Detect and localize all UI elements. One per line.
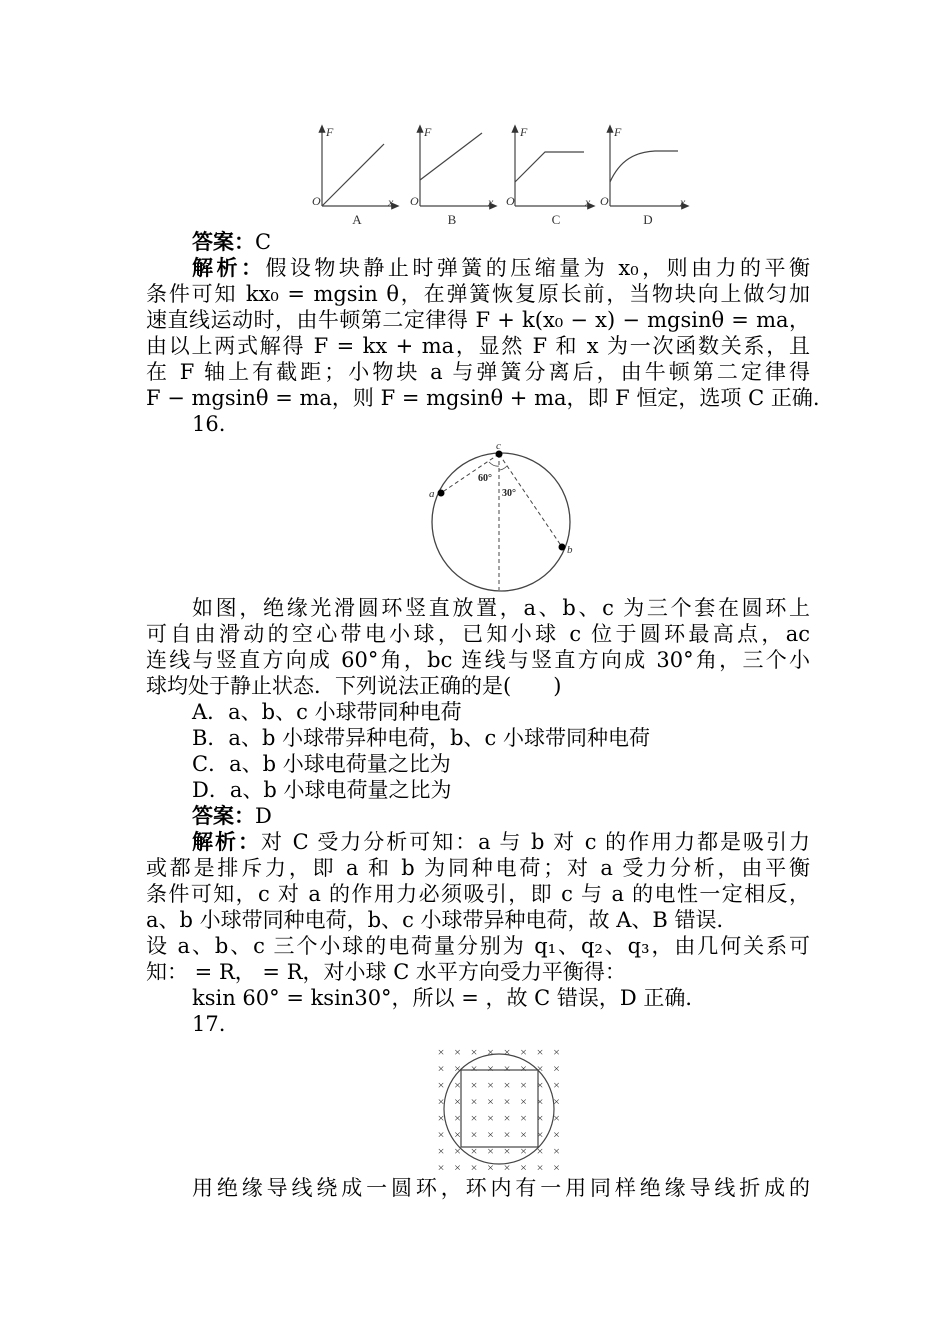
- graph-b-origin: O: [410, 194, 419, 208]
- graph-d-origin: O: [600, 194, 609, 208]
- q16-stem-line-1: 如图，绝缘光滑圆环竖直放置，a、b、c 为三个套在圆环上: [192, 596, 810, 620]
- field-cross: ×: [437, 1078, 445, 1092]
- q16-option-a: A．a、b、c 小球带同种电荷: [192, 700, 462, 724]
- field-cross: ×: [437, 1061, 445, 1076]
- field-cross: ×: [487, 1111, 494, 1125]
- field-cross: ×: [520, 1078, 527, 1092]
- field-cross: ×: [553, 1045, 560, 1059]
- field-cross: ×: [520, 1160, 527, 1175]
- field-cross: ×: [487, 1144, 494, 1158]
- q16-stem-line-2: 可自由滑动的空心带电小球，已知小球 c 位于圆环最高点，ac: [146, 622, 810, 646]
- field-cross: ×: [437, 1160, 445, 1175]
- q16-analysis-line-2: 或都是排斥力，即 a 和 b 为同种电荷；对 a 受力分析，由平衡: [146, 856, 810, 880]
- field-cross: ×: [503, 1045, 511, 1059]
- field-cross: ×: [437, 1094, 445, 1109]
- q15-analysis-line-2: 条件可知 kx₀ = mgsin θ，在弹簧恢复原长前，当物块向上做匀加: [146, 282, 810, 306]
- q17-stem: 用绝缘导线绕成一圆环，环内有一用同样绝缘导线折成的: [192, 1176, 810, 1200]
- field-cross: ×: [553, 1078, 560, 1092]
- graph-c-origin: O: [506, 194, 515, 208]
- q16-option-d: D．a、b 小球电荷量之比为: [192, 778, 452, 802]
- field-cross: ×: [487, 1094, 494, 1109]
- field-cross: ×: [470, 1144, 478, 1158]
- field-cross: ×: [503, 1094, 511, 1109]
- field-cross: ×: [454, 1111, 461, 1125]
- graph-d-axis-x: x: [680, 195, 686, 209]
- point-c-label: c: [496, 440, 501, 452]
- field-cross: ×: [520, 1061, 527, 1076]
- field-cross: ×: [536, 1045, 544, 1059]
- field-cross: ×: [454, 1144, 461, 1158]
- field-cross: ×: [437, 1127, 445, 1142]
- q16-stem-line-4: 球均处于静止状态．下列说法正确的是( ): [146, 674, 562, 698]
- q16-analysis-line-1: 解析：对 C 受力分析可知：a 与 b 对 c 的作用力都是吸引力: [192, 829, 810, 854]
- q16-analysis-line-3: 条件可知，c 对 a 的作用力必须吸引，即 c 与 a 的电性一定相反，: [146, 882, 810, 906]
- field-cross: ×: [503, 1160, 511, 1175]
- field-cross: ×: [536, 1144, 544, 1158]
- field-cross: ×: [454, 1045, 461, 1059]
- field-cross: ×: [487, 1045, 494, 1059]
- field-cross: ×: [454, 1078, 461, 1092]
- q15-answer: 答案：C: [192, 229, 272, 254]
- field-cross: ×: [520, 1045, 527, 1059]
- graph-b-label: B: [447, 212, 457, 227]
- q16-stem-line-3: 连线与竖直方向成 60°角，bc 连线与竖直方向成 30°角，三个小: [146, 648, 810, 672]
- field-cross: ×: [487, 1160, 494, 1175]
- field-cross: ×: [520, 1127, 527, 1142]
- field-cross: ×: [536, 1078, 544, 1092]
- angle-bc-label: 30°: [502, 488, 516, 499]
- field-cross: ×: [520, 1111, 527, 1125]
- q15-analysis-line-5: 在 F 轴上有截距；小物块 a 与弹簧分离后，由牛顿第二定律得: [146, 360, 810, 384]
- field-cross: ×: [470, 1061, 478, 1076]
- q16-option-c: C．a、b 小球电荷量之比为: [192, 752, 451, 776]
- point-b-label: b: [567, 544, 573, 556]
- field-cross: ×: [553, 1111, 560, 1125]
- q15-analysis-line-1: 解析：假设物块静止时弹簧的压缩量为 x₀，则由力的平衡: [192, 255, 811, 280]
- q17-block: [146, 1175, 810, 1201]
- field-cross: ×: [487, 1127, 494, 1142]
- field-cross: ×: [536, 1111, 544, 1125]
- field-cross: ×: [553, 1160, 560, 1175]
- q16-answer: 答案：D: [192, 803, 272, 828]
- graph-c-label: C: [551, 212, 561, 227]
- field-cross: ×: [553, 1094, 560, 1109]
- q16-analysis-line-6: 知： = R， = R，对小球 C 水平方向受力平衡得：: [146, 960, 626, 984]
- q15-analysis-line-6: F − mgsinθ = ma，则 F = mgsinθ + ma，即 F 恒定，选项 C 正确.: [146, 386, 820, 410]
- field-cross: ×: [454, 1061, 461, 1076]
- field-cross: ×: [454, 1094, 461, 1109]
- graph-a-label: A: [352, 212, 362, 227]
- field-cross: ×: [553, 1061, 560, 1076]
- graph-c-axis-y: F: [520, 125, 528, 139]
- field-cross: ×: [470, 1045, 478, 1059]
- q15-analysis-line-3: 速直线运动时，由牛顿第二定律得 F + k(x₀ − x) − mgsinθ = ma，: [146, 308, 810, 332]
- graph-c-axis-x: x: [585, 195, 591, 209]
- field-cross: ×: [470, 1094, 478, 1109]
- graph-d-label: D: [643, 212, 653, 227]
- q16-analysis-line-4: a、b 小球带同种电荷，b、c 小球带异种电荷，故 A、B 错误．: [146, 908, 738, 932]
- q16-analysis-line-7: ksin 60° = ksin30°，所以 = ，故 C 错误，D 正确．: [192, 986, 707, 1010]
- field-cross: ×: [503, 1127, 511, 1142]
- graph-a-axis-x: x: [388, 195, 394, 209]
- field-cross: ×: [470, 1160, 478, 1175]
- graph-d-axis-y: F: [614, 125, 622, 139]
- q16-option-b: B．a、b 小球带异种电荷，b、c 小球带同种电荷: [192, 726, 650, 750]
- field-cross: ×: [470, 1127, 478, 1142]
- graph-a-axis-y: F: [326, 125, 334, 139]
- q17-number: 17.: [192, 1012, 226, 1036]
- field-cross: ×: [503, 1078, 511, 1092]
- point-a-label: a: [429, 488, 435, 500]
- graph-a-origin: O: [312, 194, 321, 208]
- q16-number: 16.: [192, 412, 226, 436]
- field-cross: ×: [553, 1144, 560, 1158]
- field-cross: ×: [437, 1144, 445, 1158]
- field-cross: ×: [487, 1061, 494, 1076]
- field-cross: ×: [437, 1111, 445, 1125]
- q15-analysis-line-4: 由以上两式解得 F = kx + ma，显然 F 和 x 为一次函数关系，且: [146, 334, 810, 358]
- field-cross: ×: [437, 1045, 445, 1059]
- field-cross: ×: [503, 1144, 511, 1158]
- field-cross: ×: [536, 1160, 544, 1175]
- field-cross: ×: [536, 1127, 544, 1142]
- field-cross: ×: [454, 1127, 461, 1142]
- field-cross: ×: [470, 1078, 478, 1092]
- field-cross: ×: [454, 1160, 461, 1175]
- graph-b-axis-x: x: [488, 195, 494, 209]
- field-cross: ×: [487, 1078, 494, 1092]
- field-cross: ×: [470, 1111, 478, 1125]
- field-cross: ×: [536, 1061, 544, 1076]
- field-cross: ×: [503, 1111, 511, 1125]
- field-cross: ×: [503, 1061, 511, 1076]
- angle-ac-label: 60°: [478, 473, 492, 484]
- field-cross: ×: [553, 1127, 560, 1142]
- field-cross: ×: [536, 1094, 544, 1109]
- graph-b-axis-y: F: [424, 125, 432, 139]
- field-cross: ×: [520, 1144, 527, 1158]
- field-cross: ×: [520, 1094, 527, 1109]
- q16-analysis-line-5: 设 a、b、c 三个小球的电荷量分别为 q₁、q₂、q₃，由几何关系可: [146, 934, 810, 958]
